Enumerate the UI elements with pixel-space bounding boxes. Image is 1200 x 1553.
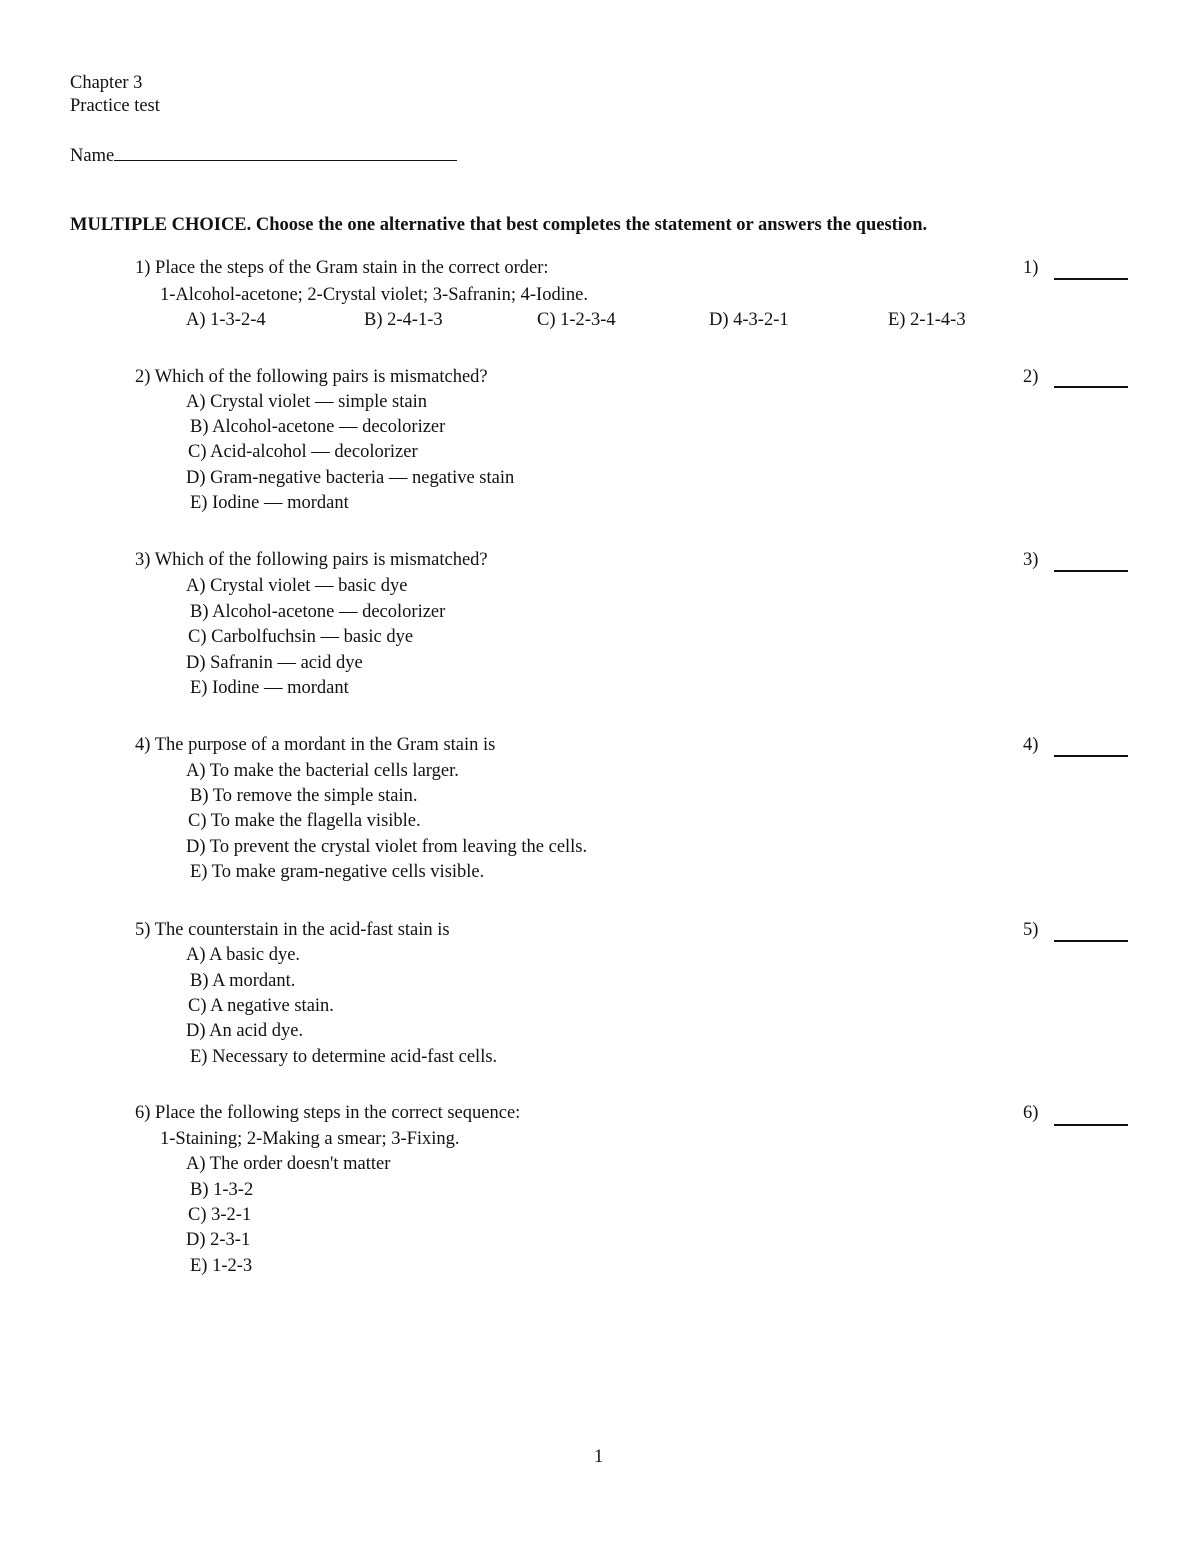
answer-label: 2): [1023, 367, 1039, 387]
answer-label: 5): [1023, 920, 1039, 940]
option-c: C) To make the flagella visible.: [188, 811, 421, 831]
option-d: D) 4-3-2-1: [709, 310, 789, 330]
question-text: The counterstain in the acid-fast stain is: [154, 920, 450, 940]
question-number: 6): [135, 1103, 151, 1123]
option-a: A) Crystal violet — simple stain: [186, 392, 427, 412]
option-a: A) To make the bacterial cells larger.: [186, 761, 459, 781]
option-a: A) The order doesn't matter: [186, 1154, 391, 1174]
question-number: 1): [135, 258, 151, 278]
option-e: E) 1-2-3: [190, 1256, 253, 1276]
answer-blank[interactable]: [1054, 1124, 1128, 1126]
question-text: Which of the following pairs is mismatched?: [154, 367, 488, 387]
option-a: A) Crystal violet — basic dye: [186, 576, 408, 596]
option-c: C) Acid-alcohol — decolorizer: [188, 442, 418, 462]
option-b: B) 1-3-2: [190, 1180, 254, 1200]
option-b: B) Alcohol-acetone — decolorizer: [190, 417, 446, 437]
question-1: [135, 259, 549, 278]
option-a: A) A basic dye.: [186, 945, 301, 965]
answer-blank[interactable]: [1054, 570, 1128, 572]
option-b: B) Alcohol-acetone — decolorizer: [190, 602, 446, 622]
answer-blank[interactable]: [1054, 386, 1128, 388]
answer-label: 4): [1023, 735, 1039, 755]
option-e: E) 2-1-4-3: [888, 310, 966, 330]
option-e: E) Iodine — mordant: [190, 678, 349, 698]
option-e: E) To make gram-negative cells visible.: [190, 862, 485, 882]
option-d: D) Safranin — acid dye: [186, 653, 363, 673]
option-c: C) Carbolfuchsin — basic dye: [188, 627, 414, 647]
answer-label: 1): [1023, 258, 1039, 278]
question-number: 2): [135, 367, 151, 387]
question-5: [135, 921, 450, 940]
option-d: D) To prevent the crystal violet from leaving the cells.: [186, 837, 588, 857]
answer-blank[interactable]: [1054, 755, 1128, 757]
question-3: [135, 551, 488, 570]
option-e: E) Necessary to determine acid-fast cells.: [190, 1047, 498, 1067]
chapter-title: Chapter 3: [70, 73, 143, 93]
option-b: B) 2-4-1-3: [364, 310, 443, 330]
question-text: Place the following steps in the correct sequence:: [155, 1103, 521, 1123]
option-d: D) An acid dye.: [186, 1021, 304, 1041]
option-c: C) A negative stain.: [188, 996, 334, 1016]
option-d: D) 2-3-1: [186, 1230, 251, 1250]
name-field[interactable]: [70, 145, 457, 166]
option-a: A) 1-3-2-4: [186, 310, 266, 330]
question-text: The purpose of a mordant in the Gram stain is: [154, 735, 496, 755]
instructions: MULTIPLE CHOICE. Choose the one alternative that best completes the statement or answers the question.: [70, 215, 928, 235]
question-6: [135, 1104, 520, 1123]
question-6-subtext: 1-Staining; 2-Making a smear; 3-Fixing.: [160, 1129, 460, 1149]
question-1-subtext: 1-Alcohol-acetone; 2-Crystal violet; 3-Safranin; 4-Iodine.: [160, 285, 588, 305]
option-e: E) Iodine — mordant: [190, 493, 349, 513]
option-b: B) A mordant.: [190, 971, 296, 991]
question-4: [135, 736, 495, 755]
document-subtitle: Practice test: [70, 96, 160, 116]
answer-label: 6): [1023, 1103, 1039, 1123]
answer-blank[interactable]: [1054, 940, 1128, 942]
option-c: C) 3-2-1: [188, 1205, 252, 1225]
question-text: Place the steps of the Gram stain in the correct order:: [155, 258, 549, 278]
answer-blank[interactable]: [1054, 278, 1128, 280]
option-b: B) To remove the simple stain.: [190, 786, 418, 806]
answer-label: 3): [1023, 550, 1039, 570]
question-2: [135, 368, 488, 387]
question-number: 4): [135, 735, 151, 755]
question-number: 5): [135, 920, 151, 940]
name-label: Name: [70, 146, 115, 166]
page-number: 1: [594, 1447, 604, 1467]
question-text: Which of the following pairs is mismatched?: [154, 550, 488, 570]
option-d: D) Gram-negative bacteria — negative stain: [186, 468, 515, 488]
name-blank-line[interactable]: [114, 145, 457, 161]
option-c: C) 1-2-3-4: [537, 310, 616, 330]
question-number: 3): [135, 550, 151, 570]
